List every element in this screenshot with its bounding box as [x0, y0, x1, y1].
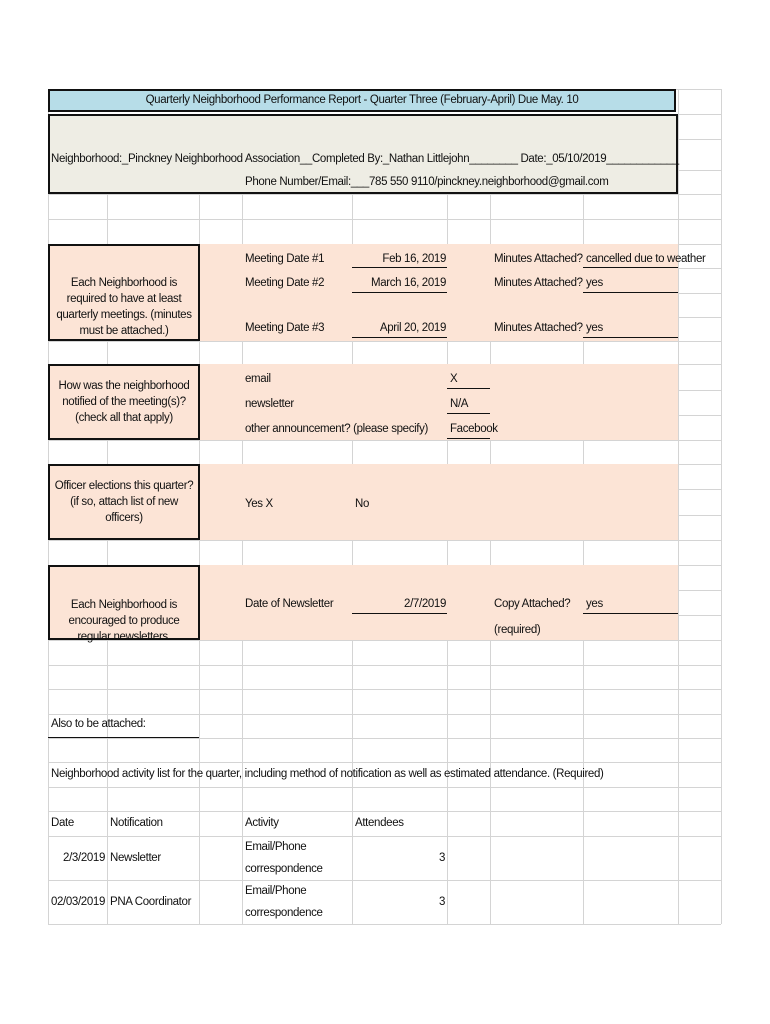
meeting-1-label: Meeting Date #1	[245, 253, 325, 265]
elections-description: Officer elections this quarter? (if so, attach list of new officers)	[48, 464, 200, 540]
meeting-3-date-underline	[352, 337, 447, 338]
activity-list-description: Neighborhood activity list for the quarter, including method of notification as well as estimated attendance. (Required)	[51, 768, 604, 780]
elections-no: No	[355, 498, 370, 510]
meeting-1-date: Feb 16, 2019	[382, 253, 446, 265]
newsletter-date: 2/7/2019	[404, 598, 446, 610]
meeting-1-minutes-value: cancelled due to weather	[586, 253, 706, 265]
report-title: Quarterly Neighborhood Performance Report - Quarter Three (February-April) Due May. 10	[145, 94, 579, 106]
meeting-3-minutes-value: yes	[586, 322, 603, 334]
meeting-2-date: March 16, 2019	[370, 277, 446, 289]
newsletter-required-note: (required)	[494, 624, 541, 636]
notify-other-value: Facebook	[450, 423, 498, 435]
also-attached-label: Also to be attached:	[51, 718, 146, 730]
row-2-activity-line2: correspondence	[245, 907, 323, 919]
elections-yes: Yes X	[245, 498, 273, 510]
row-1-activity-line2: correspondence	[245, 863, 323, 875]
row-1-date: 2/3/2019	[63, 852, 105, 864]
meeting-3-minutes-label: Minutes Attached?	[494, 322, 583, 334]
notification-description: How was the neighborhood notified of the meeting(s)? (check all that apply)	[48, 364, 200, 440]
meeting-2-label: Meeting Date #2	[245, 277, 325, 289]
neighborhood-info-line: Neighborhood:_Pinckney Neighborhood Association__Completed By:_Nathan Littlejohn________ Date:_05/10/2019____________	[51, 153, 679, 165]
report-title-bar	[48, 89, 676, 112]
meeting-2-minutes-label: Minutes Attached?	[494, 277, 583, 289]
meeting-3-minutes-underline	[583, 337, 678, 338]
column-header-attendees: Attendees	[355, 817, 404, 829]
column-header-notification: Notification	[110, 817, 163, 829]
also-attached-underline	[48, 737, 199, 738]
row-2-activity-line1: Email/Phone	[245, 885, 307, 897]
column-header-date: Date	[51, 817, 74, 829]
row-1-notification: Newsletter	[110, 852, 161, 864]
newsletter-date-underline	[352, 613, 447, 614]
meeting-1-minutes-label: Minutes Attached?	[494, 253, 583, 265]
contact-info-line: Phone Number/Email:___785 550 9110/pinckney.neighborhood@gmail.com	[245, 176, 609, 188]
notify-email-value: X	[450, 373, 458, 385]
notify-email-underline	[447, 388, 490, 389]
row-2-notification: PNA Coordinator	[110, 896, 192, 908]
newsletter-date-label: Date of Newsletter	[245, 598, 334, 610]
meeting-1-minutes-underline	[583, 267, 678, 268]
meeting-2-minutes-underline	[583, 292, 678, 293]
row-1-attendees: 3	[438, 852, 445, 864]
meeting-2-date-underline	[352, 292, 447, 293]
newsletter-copy-value: yes	[586, 598, 603, 610]
notify-other-label: other announcement? (please specify)	[245, 423, 429, 435]
meetings-description: Each Neighborhood is required to have at least quarterly meetings. (minutes must be attached.)	[48, 244, 200, 341]
newsletter-description: Each Neighborhood is encouraged to produce regular newsletters.	[48, 565, 200, 640]
meeting-3-label: Meeting Date #3	[245, 322, 325, 334]
newsletter-copy-underline	[583, 613, 678, 614]
column-header-activity: Activity	[245, 817, 279, 829]
notify-newsletter-label: newsletter	[245, 398, 294, 410]
row-1-activity-line1: Email/Phone	[245, 841, 307, 853]
meeting-1-date-underline	[352, 267, 447, 268]
row-2-date: 02/03/2019	[50, 896, 105, 908]
notify-newsletter-value: N/A	[450, 398, 469, 410]
notify-newsletter-underline	[447, 413, 490, 414]
meeting-3-date: April 20, 2019	[379, 322, 446, 334]
row-2-attendees: 3	[438, 896, 445, 908]
meeting-2-minutes-value: yes	[586, 277, 603, 289]
notify-email-label: email	[245, 373, 271, 385]
newsletter-copy-label: Copy Attached?	[494, 598, 571, 610]
notify-other-underline	[447, 438, 490, 439]
